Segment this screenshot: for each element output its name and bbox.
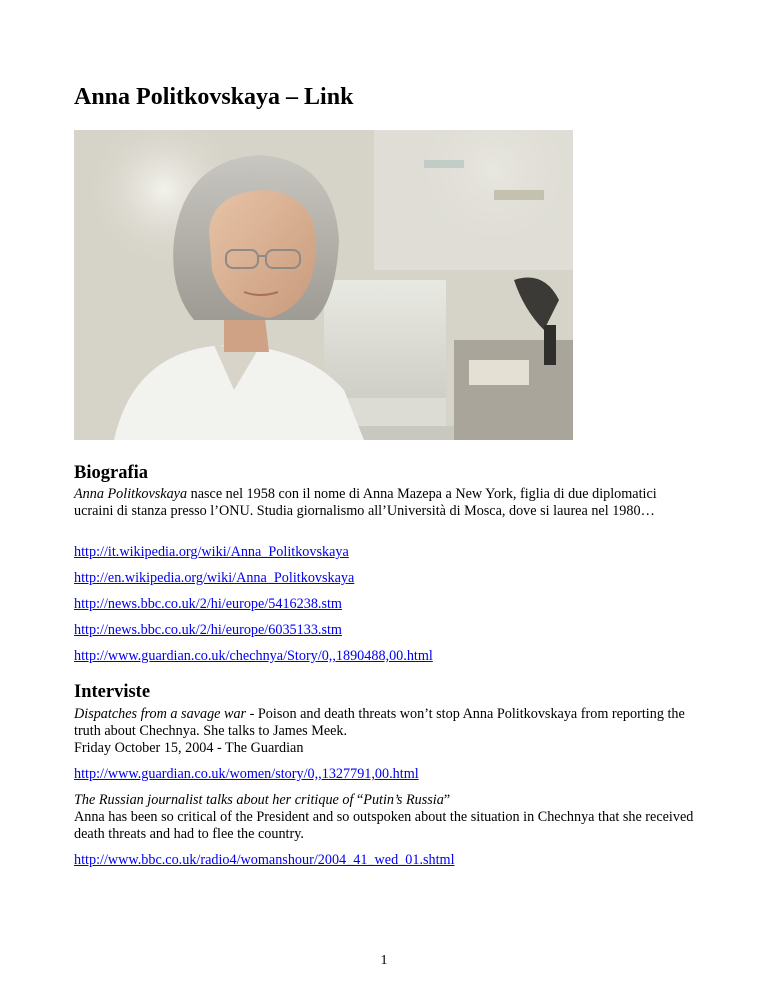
biography-text: nasce nel 1958 con il nome di Anna Mazepa a New York, figlia di due diplomatici ucraini di stanza presso l’ONU. Studia giornalismo all’Università di Mosca, dove si laurea nel 1980…: [74, 486, 657, 519]
link-guardian-chechnya[interactable]: http://www.guardian.co.uk/chechnya/Story/0,,1890488,00.html: [74, 648, 433, 664]
section-heading-interviews: Interviste: [74, 682, 151, 702]
link-bbc-5416238[interactable]: http://news.bbc.co.uk/2/hi/europe/5416238.stm: [74, 596, 342, 612]
biography-name: Anna Politkovskaya: [74, 486, 188, 502]
interview-2-description: The Russian journalist talks about her critique of “Putin’s Russia” Anna has been so critical of the President and so outspoken about the situation in Chechnya that she received death threats and had to flee the country.: [74, 792, 694, 842]
page-title: Anna Politkovskaya – Link: [74, 84, 354, 110]
page-number: 1: [380, 953, 388, 968]
link-en-wikipedia[interactable]: http://en.wikipedia.org/wiki/Anna_Politkovskaya: [74, 570, 355, 586]
interview-1-description: [74, 706, 694, 757]
link-guardian-women[interactable]: http://www.guardian.co.uk/women/story/0,,1327791,00.html: [74, 766, 419, 782]
section-heading-biography: Biografia: [74, 463, 148, 483]
interview-1-date: Friday October 15, 2004 - The Guardian: [74, 740, 304, 756]
interview-1-title: Dispatches from a savage war: [74, 706, 247, 722]
interview-2-text: Anna has been so critical of the President and so outspoken about the situation in Chechnya that she received death threats and had to flee the country.: [74, 809, 694, 842]
link-bbc-6035133[interactable]: http://news.bbc.co.uk/2/hi/europe/6035133.stm: [74, 622, 342, 638]
interview-1-text: - Poison and death threats won’t stop Anna Politkovskaya from reporting the truth about Chechnya. She talks to James Meek.: [74, 706, 685, 739]
interview-2-title: The Russian journalist talks about her critique of: [74, 792, 357, 808]
biography-paragraph: [74, 486, 694, 520]
portrait-photo: [74, 130, 573, 440]
link-bbc-womanshour[interactable]: http://www.bbc.co.uk/radio4/womanshour/2004_41_wed_01.shtml: [74, 852, 455, 868]
link-it-wikipedia[interactable]: http://it.wikipedia.org/wiki/Anna_Politkovskaya: [74, 544, 349, 560]
interview-2-quote: Putin’s Russia: [363, 792, 444, 808]
